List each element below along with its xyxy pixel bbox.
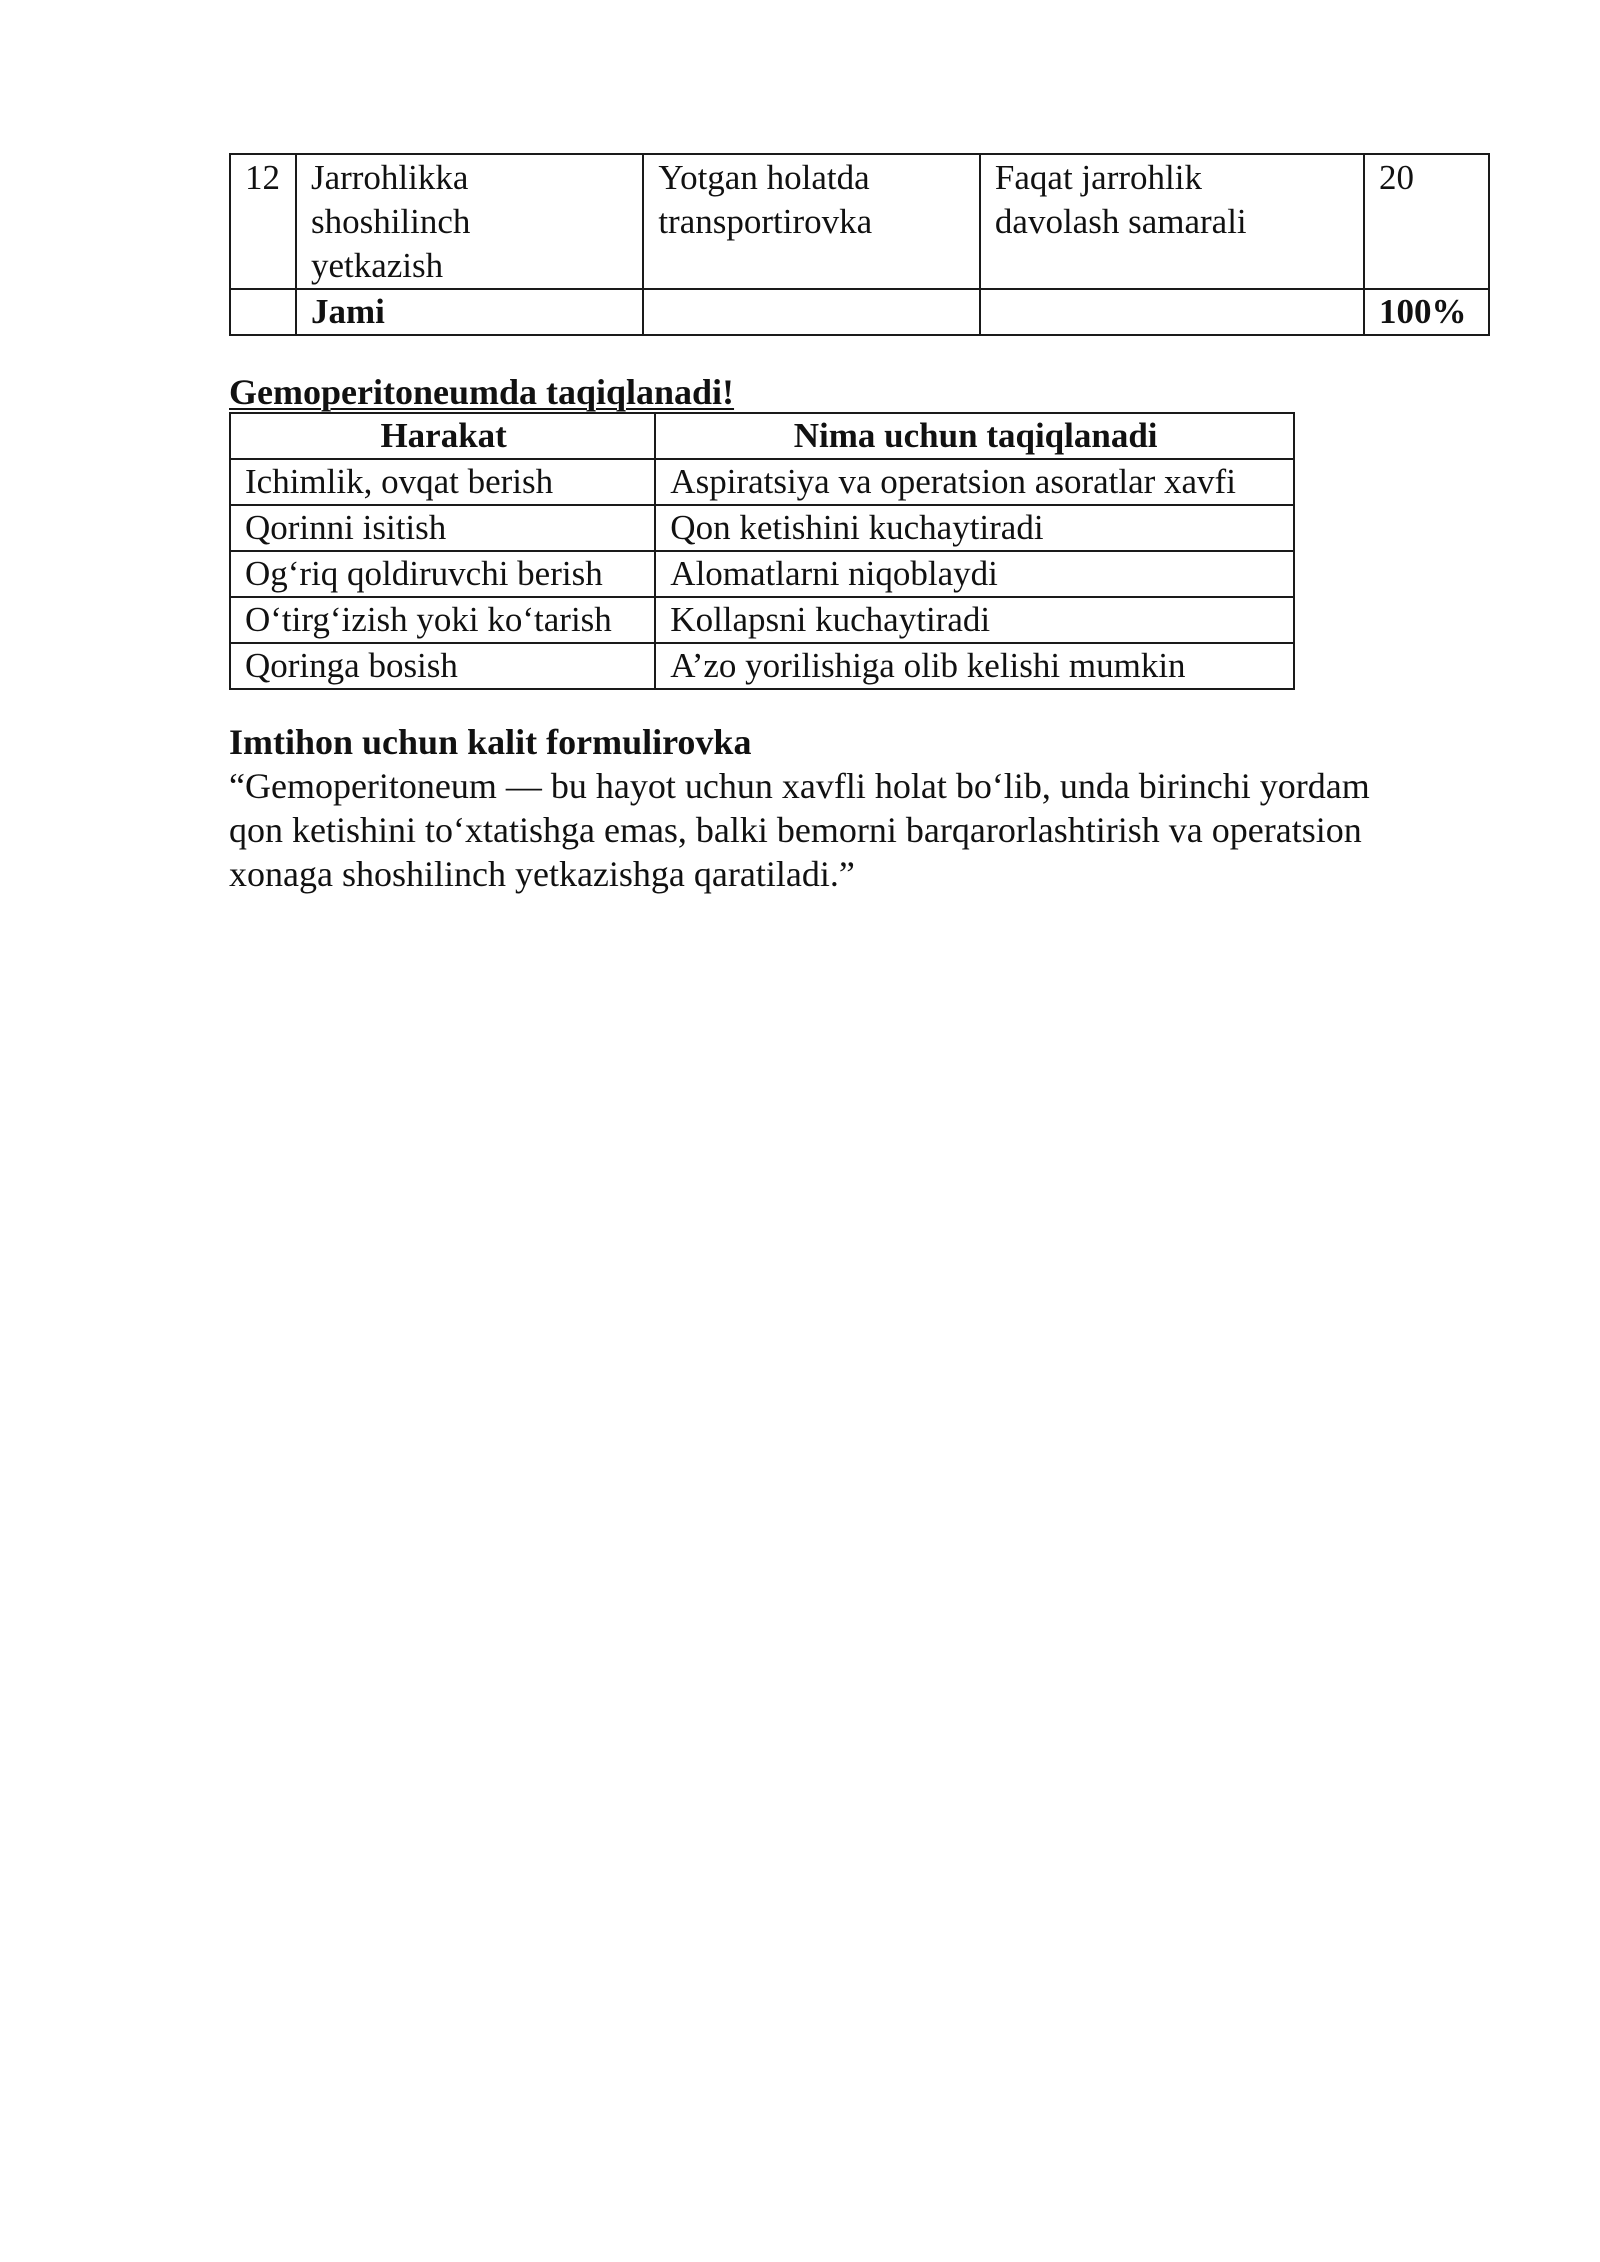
action-cell: Qoringa bosish xyxy=(230,643,655,689)
reason-cell: Qon ketishini kuchaytiradi xyxy=(655,505,1294,551)
paragraph-line: qon ketishini to‘xtatishga emas, balki bemorni barqarorlashtirish va operatsion xyxy=(229,810,1362,850)
column-header-action: Harakat xyxy=(230,413,655,459)
action-cell: Og‘riq qoldiruvchi berish xyxy=(230,551,655,597)
total-row xyxy=(230,289,1489,335)
total-label: Jami xyxy=(296,289,643,335)
step-line: shoshilinch xyxy=(310,202,471,241)
exam-paragraph xyxy=(229,764,1489,896)
score-cell: 20 xyxy=(1364,154,1489,289)
table-header-row xyxy=(230,413,1294,459)
action-cell xyxy=(643,154,980,289)
action-line: Yotgan holatda xyxy=(658,158,870,197)
prohibited-heading-text: Gemoperitoneumda taqiqlanadi! xyxy=(229,372,735,412)
rationale-line: Faqat jarrohlik xyxy=(994,158,1202,197)
table-row xyxy=(230,643,1294,689)
action-line: transportirovka xyxy=(658,202,873,241)
table-row xyxy=(230,551,1294,597)
action-cell: Qorinni isitish xyxy=(230,505,655,551)
row-number: 12 xyxy=(230,154,296,289)
exam-heading: Imtihon uchun kalit formulirovka xyxy=(229,722,752,762)
step-line: Jarrohlikka xyxy=(310,158,469,197)
prohibited-table xyxy=(229,412,1295,690)
column-header-reason: Nima uchun taqiqlanadi xyxy=(655,413,1294,459)
paragraph-line: “Gemoperitoneum — bu hayot uchun xavfli holat bo‘lib, unda birinchi yordam xyxy=(229,766,1370,806)
table-row xyxy=(230,459,1294,505)
reason-cell: Kollapsni kuchaytiradi xyxy=(655,597,1294,643)
table-row xyxy=(230,597,1294,643)
empty-cell xyxy=(980,289,1364,335)
empty-cell xyxy=(643,289,980,335)
table-row xyxy=(230,154,1489,289)
step-line: yetkazish xyxy=(310,246,444,285)
evaluation-table xyxy=(229,153,1490,336)
reason-cell: A’zo yorilishiga olib kelishi mumkin xyxy=(655,643,1294,689)
reason-cell: Aspiratsiya va operatsion asoratlar xavfi xyxy=(655,459,1294,505)
reason-cell: Alomatlarni niqoblaydi xyxy=(655,551,1294,597)
document-page xyxy=(229,153,1489,896)
table-row xyxy=(230,505,1294,551)
rationale-line: davolash samarali xyxy=(994,202,1247,241)
prohibited-heading xyxy=(229,370,1489,414)
action-cell: O‘tirg‘izish yoki ko‘tarish xyxy=(230,597,655,643)
rationale-cell xyxy=(980,154,1364,289)
empty-cell xyxy=(230,289,296,335)
action-cell: Ichimlik, ovqat berish xyxy=(230,459,655,505)
step-cell xyxy=(296,154,643,289)
paragraph-line: xonaga shoshilinch yetkazishga qaratiladi.” xyxy=(229,854,855,894)
total-value: 100% xyxy=(1364,289,1489,335)
